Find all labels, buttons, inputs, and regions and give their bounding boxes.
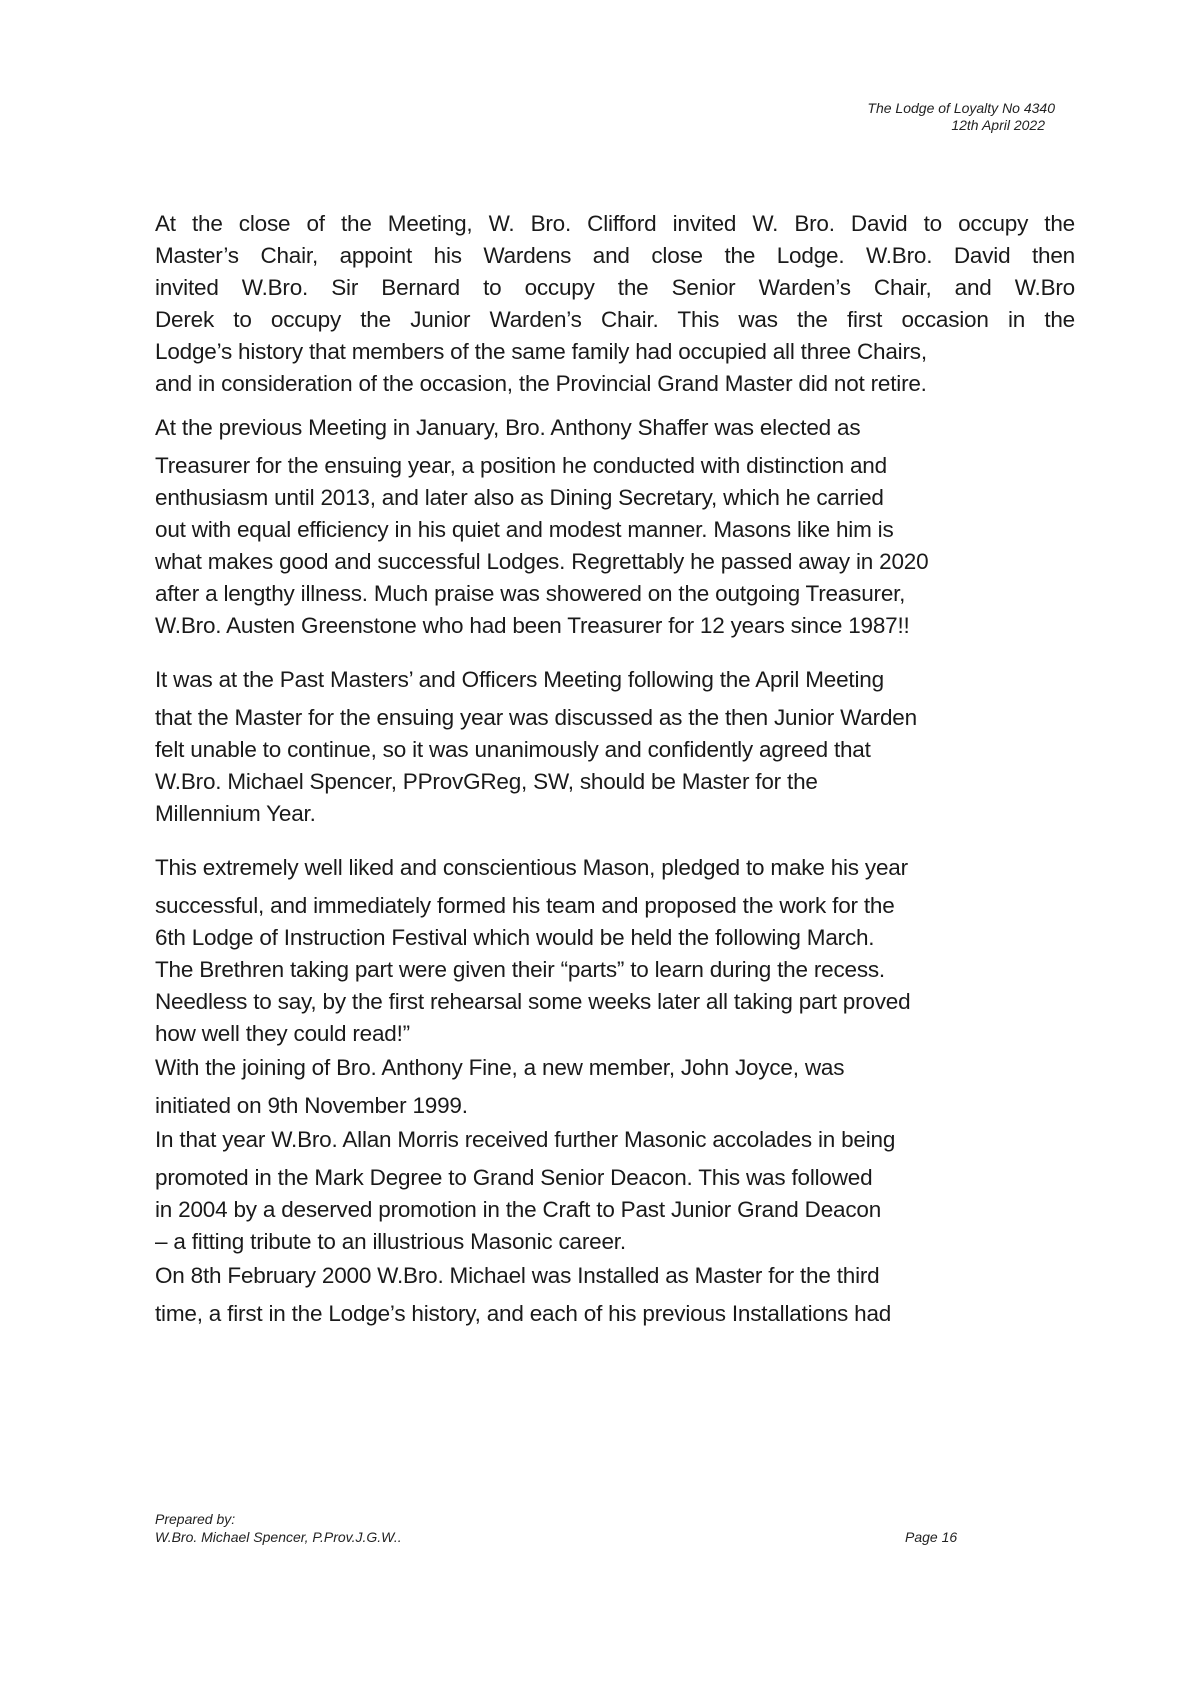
- footer-prepared-by: [155, 1510, 402, 1546]
- text-line: The Brethren taking part were given their “parts” to learn during the recess.: [155, 957, 885, 982]
- text-line: and in consideration of the occasion, the Provincial Grand Master did not retire.: [155, 371, 927, 396]
- text-line: – a fitting tribute to an illustrious Masonic career.: [155, 1229, 626, 1254]
- text-line: 6th Lodge of Instruction Festival which would be held the following March.: [155, 925, 875, 950]
- text-line: At the close of the Meeting, W. Bro. Clifford invited W. Bro. David to occupy the: [155, 211, 1075, 236]
- text-line: out with equal efficiency in his quiet and modest manner. Masons like him is: [155, 517, 894, 542]
- text-line: invited W.Bro. Sir Bernard to occupy the Senior Warden’s Chair, and W.Bro: [155, 275, 1075, 300]
- text-line: At the previous Meeting in January, Bro. Anthony Shaffer was elected as: [155, 415, 861, 440]
- paragraph-joining-first-line: [155, 1052, 1075, 1084]
- page-header: [867, 100, 1055, 134]
- text-line: after a lengthy illness. Much praise was showered on the outgoing Treasurer,: [155, 581, 906, 606]
- text-line: Derek to occupy the Junior Warden’s Chair. This was the first occasion in the: [155, 307, 1075, 332]
- text-line: W.Bro. Austen Greenstone who had been Treasurer for 12 years since 1987!!: [155, 613, 910, 638]
- text-line: successful, and immediately formed his team and proposed the work for the: [155, 893, 895, 918]
- text-line: initiated on 9th November 1999.: [155, 1093, 468, 1118]
- text-line: in 2004 by a deserved promotion in the Craft to Past Junior Grand Deacon: [155, 1197, 882, 1222]
- paragraph-close-of-meeting: [155, 208, 1075, 400]
- text-line: Treasurer for the ensuing year, a position he conducted with distinction and: [155, 453, 887, 478]
- paragraph-installation: [155, 1298, 1075, 1330]
- page-number: Page 16: [905, 1529, 958, 1545]
- text-line: In that year W.Bro. Allan Morris received further Masonic accolades in being: [155, 1127, 896, 1152]
- paragraph-conscientious-mason: [155, 890, 1075, 1050]
- text-line: enthusiasm until 2013, and later also as Dining Secretary, which he carried: [155, 485, 884, 510]
- paragraph-past-masters-first-line: [155, 664, 1075, 696]
- prepared-by-author: W.Bro. Michael Spencer, P.Prov.J.G.W..: [155, 1529, 402, 1545]
- text-line: It was at the Past Masters’ and Officers Meeting following the April Meeting: [155, 667, 884, 692]
- text-line: promoted in the Mark Degree to Grand Senior Deacon. This was followed: [155, 1165, 873, 1190]
- text-line: Master’s Chair, appoint his Wardens and close the Lodge. W.Bro. David then: [155, 243, 1075, 268]
- paragraph-conscientious-mason-first-line: [155, 852, 1075, 884]
- text-line: Millennium Year.: [155, 801, 316, 826]
- paragraph-accolades-first-line: [155, 1124, 1075, 1156]
- text-line: what makes good and successful Lodges. Regrettably he passed away in 2020: [155, 549, 929, 574]
- text-line: On 8th February 2000 W.Bro. Michael was Installed as Master for the third: [155, 1263, 880, 1288]
- paragraph-treasurer: [155, 450, 1075, 642]
- text-line: With the joining of Bro. Anthony Fine, a new member, John Joyce, was: [155, 1055, 845, 1080]
- paragraph-joining: [155, 1090, 1075, 1122]
- text-line: W.Bro. Michael Spencer, PProvGReg, SW, should be Master for the: [155, 769, 818, 794]
- text-line: felt unable to continue, so it was unanimously and confidently agreed that: [155, 737, 871, 762]
- paragraph-past-masters: [155, 702, 1075, 830]
- text-line: time, a first in the Lodge’s history, and each of his previous Installations had: [155, 1301, 892, 1326]
- paragraph-accolades: [155, 1162, 1075, 1258]
- text-line: Needless to say, by the first rehearsal some weeks later all taking part proved: [155, 989, 911, 1014]
- text-line: how well they could read!”: [155, 1021, 410, 1046]
- text-line: that the Master for the ensuing year was discussed as the then Junior Warden: [155, 705, 917, 730]
- prepared-by-label: Prepared by:: [155, 1511, 236, 1527]
- document-body: [155, 208, 1075, 1330]
- header-date: 12th April 2022: [951, 117, 1045, 133]
- text-line: This extremely well liked and conscientious Mason, pledged to make his year: [155, 855, 908, 880]
- paragraph-treasurer-first-line: [155, 412, 1075, 444]
- header-lodge-name: The Lodge of Loyalty No 4340: [867, 100, 1055, 116]
- text-line: Lodge’s history that members of the same family had occupied all three Chairs,: [155, 339, 927, 364]
- paragraph-installation-first-line: [155, 1260, 1075, 1292]
